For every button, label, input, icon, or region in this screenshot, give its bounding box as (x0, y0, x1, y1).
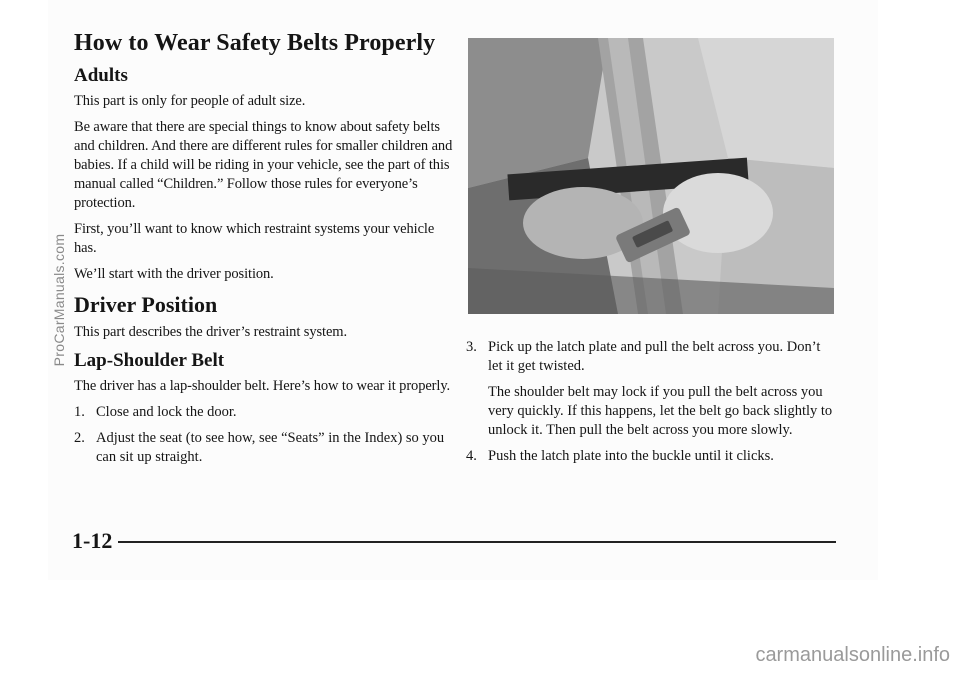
step-number: 3. (466, 339, 477, 355)
driver-position-intro: This part describes the driver’s restraint system. (74, 324, 347, 340)
page-footer (72, 527, 836, 557)
step-item (466, 447, 836, 466)
step-number: 4. (466, 448, 477, 464)
step-text: Adjust the seat (to see how, see “Seats” in the Index) so you can sit up straight. (96, 430, 445, 465)
left-column (74, 28, 454, 474)
driver-start-note: We’ll start with the driver position. (74, 266, 274, 282)
footer-rule (118, 541, 836, 543)
steps-list-left (74, 403, 454, 467)
step-subtext: The shoulder belt may lock if you pull the belt across you very quickly. If this happens, let the belt go back slightly to unlock it. Then pull the belt across you more slowly. (488, 384, 833, 438)
belt-buckle-illustration (468, 38, 834, 314)
adults-heading: Adults (74, 65, 128, 86)
step-number: 1. (74, 404, 85, 420)
right-column (466, 338, 836, 473)
step-text: Close and lock the door. (96, 404, 237, 420)
adults-intro: This part is only for people of adult size. (74, 93, 306, 109)
bottom-watermark: carmanualsonline.info (755, 644, 950, 666)
step-number: 2. (74, 430, 85, 446)
safety-belt-photo (468, 38, 834, 314)
page-title: How to Wear Safety Belts Properly (74, 30, 436, 56)
side-watermark (49, 110, 69, 490)
step-item (74, 429, 454, 467)
step-item (466, 338, 836, 440)
restraint-systems-note: First, you’ll want to know which restraint systems your vehicle has. (74, 221, 435, 256)
driver-position-heading: Driver Position (74, 292, 218, 317)
page-number: 1-12 (72, 528, 113, 553)
step-item (74, 403, 454, 422)
steps-list-right (466, 338, 836, 466)
side-watermark-text: ProCarManuals.com (51, 233, 67, 367)
children-note: Be aware that there are special things to know about safety belts and children. And there are different rules for smaller children and babies. If a child will be riding in your vehicle, see the part of this manual called “Children.” Follow those rules for everyone’s protection. (74, 119, 453, 211)
step-text: Pick up the latch plate and pull the belt across you. Don’t let it get twisted. (488, 339, 821, 374)
step-text: Push the latch plate into the buckle until it clicks. (488, 448, 774, 464)
lap-shoulder-intro: The driver has a lap-shoulder belt. Here’s how to wear it properly. (74, 378, 451, 394)
lap-shoulder-heading: Lap-Shoulder Belt (74, 350, 225, 371)
